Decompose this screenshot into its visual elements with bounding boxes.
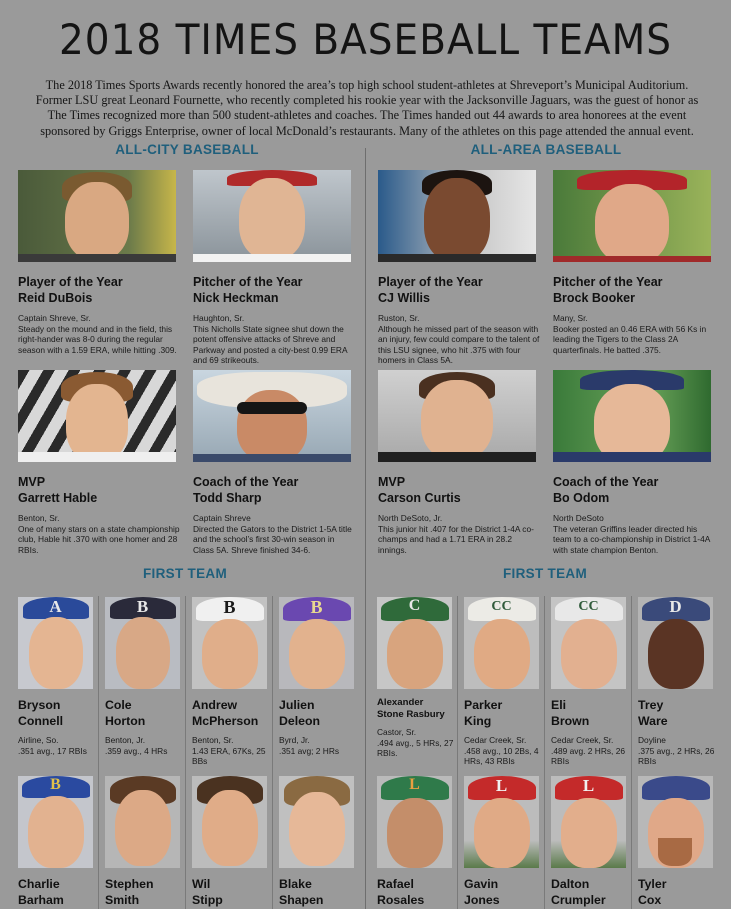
player-stats: .458 avg., 10 2Bs, 4 HRs, 43 RBIs <box>464 745 539 767</box>
first-team-player <box>18 776 102 908</box>
cap-logo: L <box>495 776 508 795</box>
first-team-player <box>638 776 722 908</box>
player-photo <box>377 776 452 868</box>
first-team-player <box>192 597 276 767</box>
award-school: North DeSoto, Jr. <box>378 513 443 523</box>
coach-photo <box>193 370 351 462</box>
award-blurb: Steady on the mound and in the field, this right-hander was 8-0 during the regular season with a 1.59 ERA, while hitting .309. <box>18 323 177 355</box>
player-last-name: Barham <box>18 893 64 907</box>
first-team-player <box>638 597 722 767</box>
player-school: Cedar Creek, Sr. <box>464 735 527 745</box>
all-city-first-team-heading: FIRST TEAM <box>143 566 227 581</box>
player-first-name: Stephen <box>105 877 154 891</box>
award-name: Reid DuBois <box>18 291 93 305</box>
cap-logo: CC <box>491 599 512 614</box>
award-title: Pitcher of the Year <box>553 275 663 289</box>
player-school: Benton, Jr. <box>105 735 146 745</box>
player-first-name: Wil <box>192 877 211 891</box>
first-team-player <box>105 776 189 908</box>
award-card <box>18 170 182 355</box>
award-title: Coach of the Year <box>553 475 659 489</box>
player-first-name: Trey <box>638 698 664 712</box>
player-photo <box>378 170 536 262</box>
cap-logo: B <box>136 597 149 616</box>
award-title: MVP <box>378 475 406 489</box>
player-photo <box>18 776 93 868</box>
award-blurb: This junior hit .407 for the District 1-4A co-champs and had a 1.71 ERA in 28.2 innings. <box>378 523 534 555</box>
player-first-name: Tyler <box>638 877 667 891</box>
award-title: Coach of the Year <box>193 475 299 489</box>
award-card <box>553 370 717 555</box>
player-last-name: Stone Rasbury <box>377 709 445 720</box>
award-school: North DeSoto <box>553 513 604 523</box>
first-team-player <box>105 597 189 756</box>
player-stats: .351 avg., 17 RBIs <box>18 745 87 756</box>
player-first-name: Parker <box>464 698 503 712</box>
award-school: Captain Shreve, Sr. <box>18 313 91 323</box>
page-title: 2018 TIMES BASEBALL TEAMS <box>58 16 673 65</box>
player-stats: .359 avg., 4 HRs <box>105 745 168 756</box>
player-last-name: Brown <box>551 714 590 728</box>
player-first-name: Eli <box>551 698 567 712</box>
player-first-name: Blake <box>279 877 312 891</box>
award-blurb: Although he missed part of the season with an injury, few could compare to the talent of this LSU signee, who hit .375 with four homers in Class 5A. <box>378 323 540 366</box>
award-school: Captain Shreve <box>193 513 251 523</box>
award-school: Haughton, Sr. <box>193 313 245 323</box>
award-blurb: This Nicholls State signee shut down the potent offensive attacks of Shreve and Parkway and posted a city-best 0.99 ERA and 69 strikeouts. <box>193 323 348 366</box>
player-first-name: Gavin <box>464 877 499 891</box>
player-first-name: Bryson <box>18 698 61 712</box>
first-team-player <box>464 597 548 767</box>
award-name: Todd Sharp <box>193 491 262 505</box>
player-first-name: Rafael <box>377 877 414 891</box>
intro-paragraph: The 2018 Times Sports Awards recently honored the area’s top high school student-athletes at Shreveport’s Municipal Auditorium. Former LSU great Leonard Fournette, who recently completed his rookie year with the Jacksonville Jaguars, was the guest of honor as The Times recognized more than 500 student-athletes and coaches. The Times handed out 44 awards to area honorees at the event sponsored by Griggs Enterprise, owner of local McDonald’s restaurants. Many of the athletes on this page attended the annual event. <box>35 78 699 138</box>
player-school: Cedar Creek, Sr. <box>551 735 614 745</box>
player-photo <box>551 776 626 868</box>
first-team-player <box>18 597 102 756</box>
award-blurb: One of many stars on a state championship club, Hable hit .370 with one homer and 28 RBIs. <box>18 523 180 555</box>
player-school: Airline, So. <box>18 735 59 745</box>
cap-logo: L <box>582 776 595 795</box>
player-first-name: Andrew <box>192 698 238 712</box>
player-last-name: Ware <box>638 714 668 728</box>
player-photo <box>18 597 93 689</box>
all-city-heading: ALL-CITY BASEBALL <box>115 142 259 157</box>
award-card <box>378 170 542 366</box>
award-card <box>193 370 357 555</box>
player-photo <box>279 776 354 868</box>
first-team-player <box>551 776 635 908</box>
cap-logo: C <box>408 597 421 614</box>
player-photo <box>193 170 351 262</box>
cap-logo: B <box>310 597 323 617</box>
award-name: CJ Willis <box>378 291 430 305</box>
player-last-name: Shapen <box>279 893 324 907</box>
award-name: Garrett Hable <box>18 491 98 505</box>
award-school: Many, Sr. <box>553 313 588 323</box>
player-first-name: Charlie <box>18 877 60 891</box>
award-title: Player of the Year <box>18 275 123 289</box>
all-area-first-team-heading: FIRST TEAM <box>503 566 587 581</box>
award-title: Pitcher of the Year <box>193 275 303 289</box>
all-area-heading: ALL-AREA BASEBALL <box>470 142 622 157</box>
player-last-name: Rosales <box>377 893 425 907</box>
player-school: Doyline <box>638 735 666 745</box>
player-last-name: Horton <box>105 714 146 728</box>
player-photo <box>105 776 180 868</box>
player-last-name: Crumpler <box>551 893 606 907</box>
player-photo <box>638 776 713 868</box>
award-name: Carson Curtis <box>378 491 461 505</box>
award-blurb: Directed the Gators to the District 1-5A title and the school’s first 30-win season in Class 5A. Shreve finished 34-6. <box>193 523 352 555</box>
player-photo <box>279 597 354 689</box>
award-card <box>378 370 542 555</box>
player-photo <box>378 370 536 462</box>
first-team-player <box>377 597 461 759</box>
player-last-name: Connell <box>18 714 64 728</box>
player-last-name: Stipp <box>192 893 223 907</box>
player-photo <box>551 597 626 689</box>
first-team-player <box>192 776 276 908</box>
player-last-name: Jones <box>464 893 500 907</box>
first-team-player <box>551 597 635 767</box>
player-first-name: Cole <box>105 698 132 712</box>
award-blurb: The veteran Griffins leader directed his team to a co-championship in District 1-4A with state champion Benton. <box>553 523 710 555</box>
player-photo <box>638 597 713 689</box>
award-card <box>553 170 717 355</box>
award-blurb: Booker posted an 0.46 ERA with 56 Ks in leading the Tigers to the Class 2A quarterfinals. He batted .375. <box>553 323 707 355</box>
cap-logo: D <box>669 597 682 616</box>
cap-logo: CC <box>578 599 599 614</box>
cap-logo: B <box>50 776 61 793</box>
player-school: Castor, Sr. <box>377 727 417 737</box>
cap-logo: L <box>409 776 420 793</box>
award-school: Benton, Sr. <box>18 513 60 523</box>
player-stats: .494 avg., 5 HRs, 27 RBIs. <box>377 737 454 759</box>
player-photo <box>553 170 711 262</box>
award-title: Player of the Year <box>378 275 483 289</box>
player-stats: 1.43 ERA, 67Ks, 25 BBs <box>192 745 266 767</box>
award-name: Brock Booker <box>553 291 635 305</box>
column-divider <box>365 148 366 909</box>
player-last-name: Cox <box>638 893 662 907</box>
award-card <box>193 170 357 366</box>
first-team-player <box>279 597 363 756</box>
player-school: Byrd, Jr. <box>279 735 310 745</box>
player-last-name: Deleon <box>279 714 320 728</box>
player-photo <box>18 170 176 262</box>
player-first-name: Dalton <box>551 877 590 891</box>
player-stats: .351 avg; 2 HRs <box>279 745 340 756</box>
player-last-name: McPherson <box>192 714 259 728</box>
award-name: Nick Heckman <box>193 291 279 305</box>
player-photo <box>464 597 539 689</box>
player-last-name: Smith <box>105 893 140 907</box>
award-title: MVP <box>18 475 46 489</box>
player-photo <box>377 597 452 689</box>
cap-logo: B <box>223 597 236 617</box>
player-last-name: King <box>464 714 492 728</box>
player-photo <box>464 776 539 868</box>
first-team-player <box>464 776 548 908</box>
player-first-name: Julien <box>279 698 315 712</box>
first-team-player <box>377 776 461 908</box>
award-name: Bo Odom <box>553 491 610 505</box>
player-stats: .489 avg. 2 HRs, 26 RBIs <box>551 745 626 767</box>
player-photo <box>192 776 267 868</box>
first-team-player <box>279 776 363 908</box>
player-first-name: Alexander <box>377 697 424 708</box>
player-photo <box>105 597 180 689</box>
player-school: Benton, Sr. <box>192 735 234 745</box>
coach-photo <box>553 370 711 462</box>
cap-logo: A <box>49 597 62 616</box>
player-photo <box>18 370 176 462</box>
award-card <box>18 370 182 555</box>
player-photo <box>192 597 267 689</box>
player-stats: .375 avg., 2 HRs, 26 RBIs <box>638 745 715 767</box>
award-school: Ruston, Sr. <box>378 313 420 323</box>
